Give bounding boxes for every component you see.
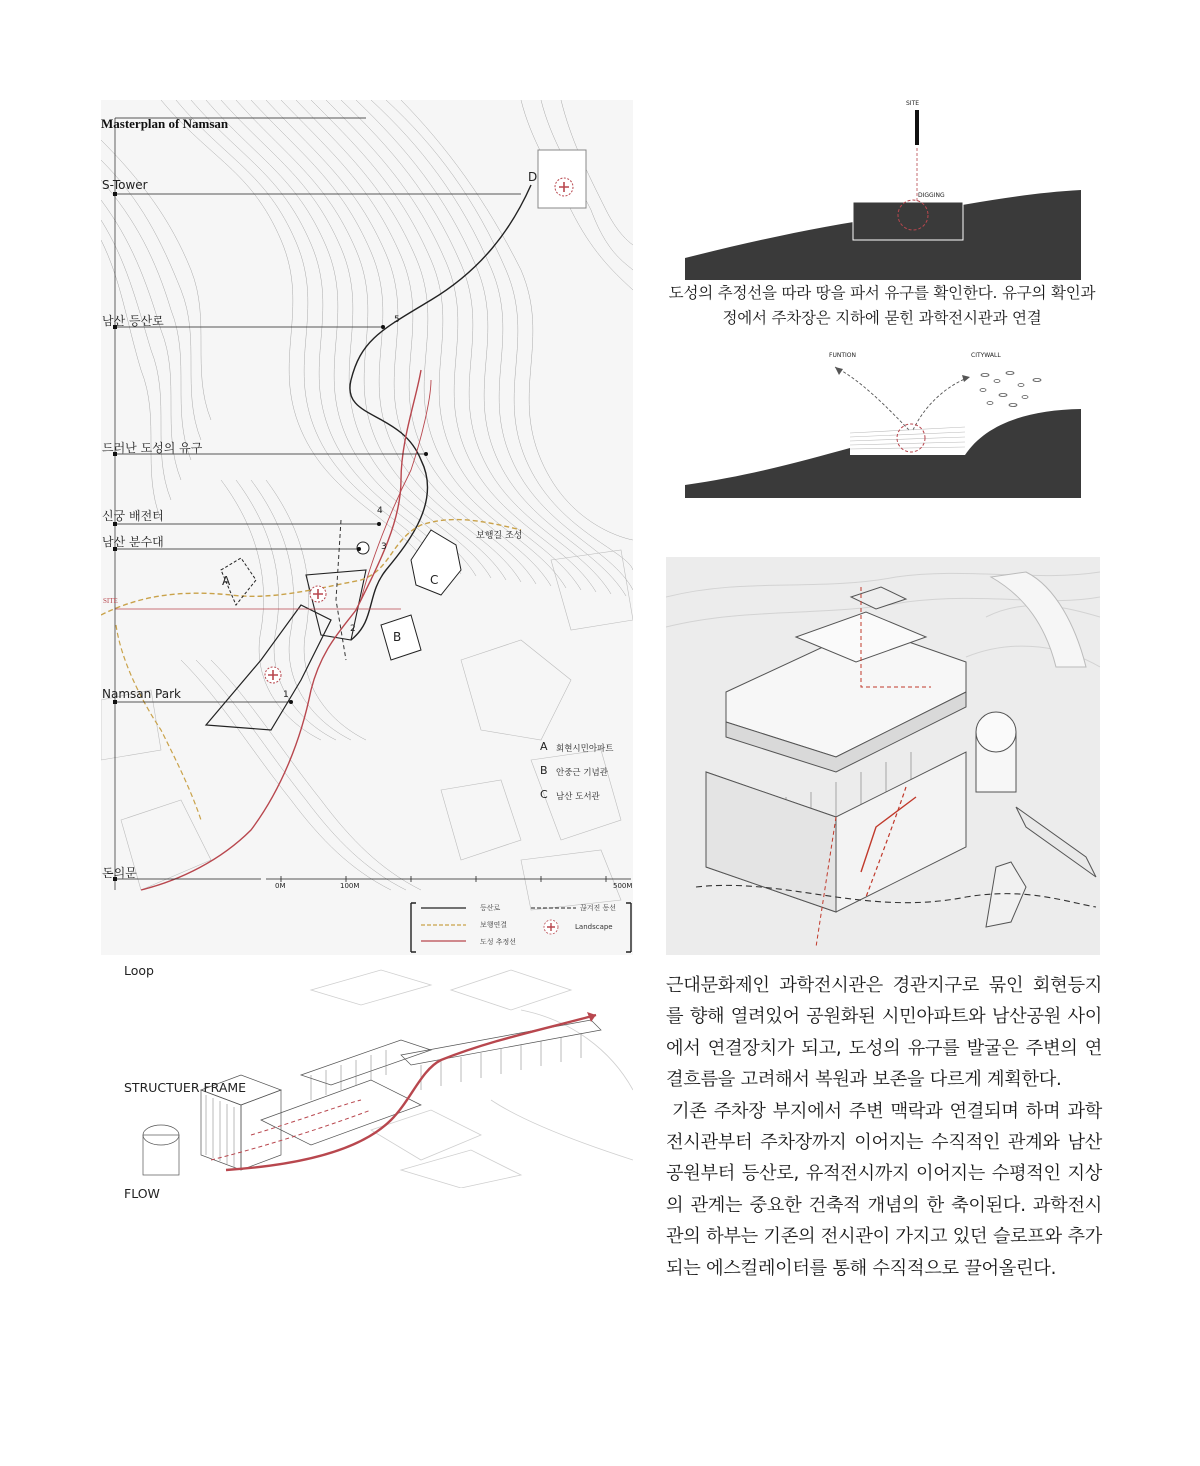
level-label-park: Namsan Park [102,687,181,701]
digging-label: DIGGING [918,192,945,199]
axon-label-loop: Loop [124,963,154,978]
level-label-relics: 드러난 도성의 유구 [102,441,203,455]
landscape-marker-park [265,667,281,683]
key-c-text: 남산 도서관 [556,792,600,802]
key-b-letter: B [540,764,548,777]
walk-label: 보행길 조성 [476,531,523,541]
body-text [666,970,1102,1284]
scale-100: 100M [340,882,360,890]
key-a-letter: A [540,740,548,753]
flow-arrow [226,1015,596,1170]
level-label-shrine: 신궁 배전터 [102,509,164,523]
section-caption: 도성의 추정선을 따라 땅을 파서 유구를 확인한다. 유구의 확인과정에서 주차장은 지하에 묻힌 과학전시관과 연결 [668,284,1096,327]
landscape-marker-site [310,586,326,602]
legend-broken: 끊겨진 동선 [580,904,617,912]
masterplan-map [101,100,633,955]
number-5: 5 [394,315,400,325]
number-4: 4 [377,506,383,516]
key-b-text: 안중근 기념관 [556,768,608,778]
scale-0: 0M [275,882,286,890]
level-label-site: SITE [103,597,118,605]
section-top [685,98,1081,280]
landscape-marker-d [555,178,573,196]
axon-frame-diagram [101,960,633,1188]
marker-b: B [393,630,402,644]
legend-walk: 보행연결 [480,921,508,929]
scale-500: 500M [613,882,633,890]
masterplan-panel [101,100,633,955]
axon-section-render [666,557,1100,955]
marker-a: A [222,574,231,588]
level-label-fountain: 남산 분수대 [102,535,164,549]
body-paragraph-1: 근대문화제인 과학전시관은 경관지구로 묶인 회현등지를 향해 열려있어 공원화된 시민아파트와 남산공원 사이에서 연결장치가 되고, 도성의 유구를 발굴은 주변의 연결흐름을 고려해서 복원과 보존을 다르게 계획한다. [666,975,1102,1091]
axon-label-flow: FLOW [124,1186,160,1201]
marker-d: D [528,170,538,184]
key-a-text: 회현시민아파트 [556,744,614,754]
level-label-trail: 남산 등산로 [102,314,164,328]
number-1: 1 [283,690,289,700]
site-label: SITE [906,100,920,107]
number-2: 2 [350,624,356,634]
masterplan-title: Masterplan of Namsan [101,116,229,131]
section-bottom [685,345,1081,498]
body-paragraph-2: 기존 주차장 부지에서 주변 맥락과 연결되며 하며 과학전시관부터 주차장까지 이어지는 수직적인 관계와 남산공원부터 등산로, 유적전시까지 이어지는 수평적인 지상의 관계는 중요한 건축적 개념의 한 축이된다. 과학전시관의 하부는 기존의 전시관이 가지고 있던 슬로프와 추가되는 에스컬레이터를 통해 수직적으로 끌어올린다. [666,1100,1102,1279]
marker-c: C [430,573,439,587]
number-3: 3 [381,542,387,552]
citywall-label: CITYWALL [971,352,1001,359]
key-c-letter: C [540,788,548,801]
legend-trail: 등산로 [480,904,501,912]
axon-label-frame: STRUCTUER FRAME [124,1080,247,1095]
legend-landscape: Landscape [575,923,613,931]
level-label-gate: 돈의문 [102,866,137,880]
level-label-s-tower: S-Tower [102,178,148,192]
legend-wall: 도성 추정선 [480,938,517,946]
function-label: FUNTION [829,352,856,359]
